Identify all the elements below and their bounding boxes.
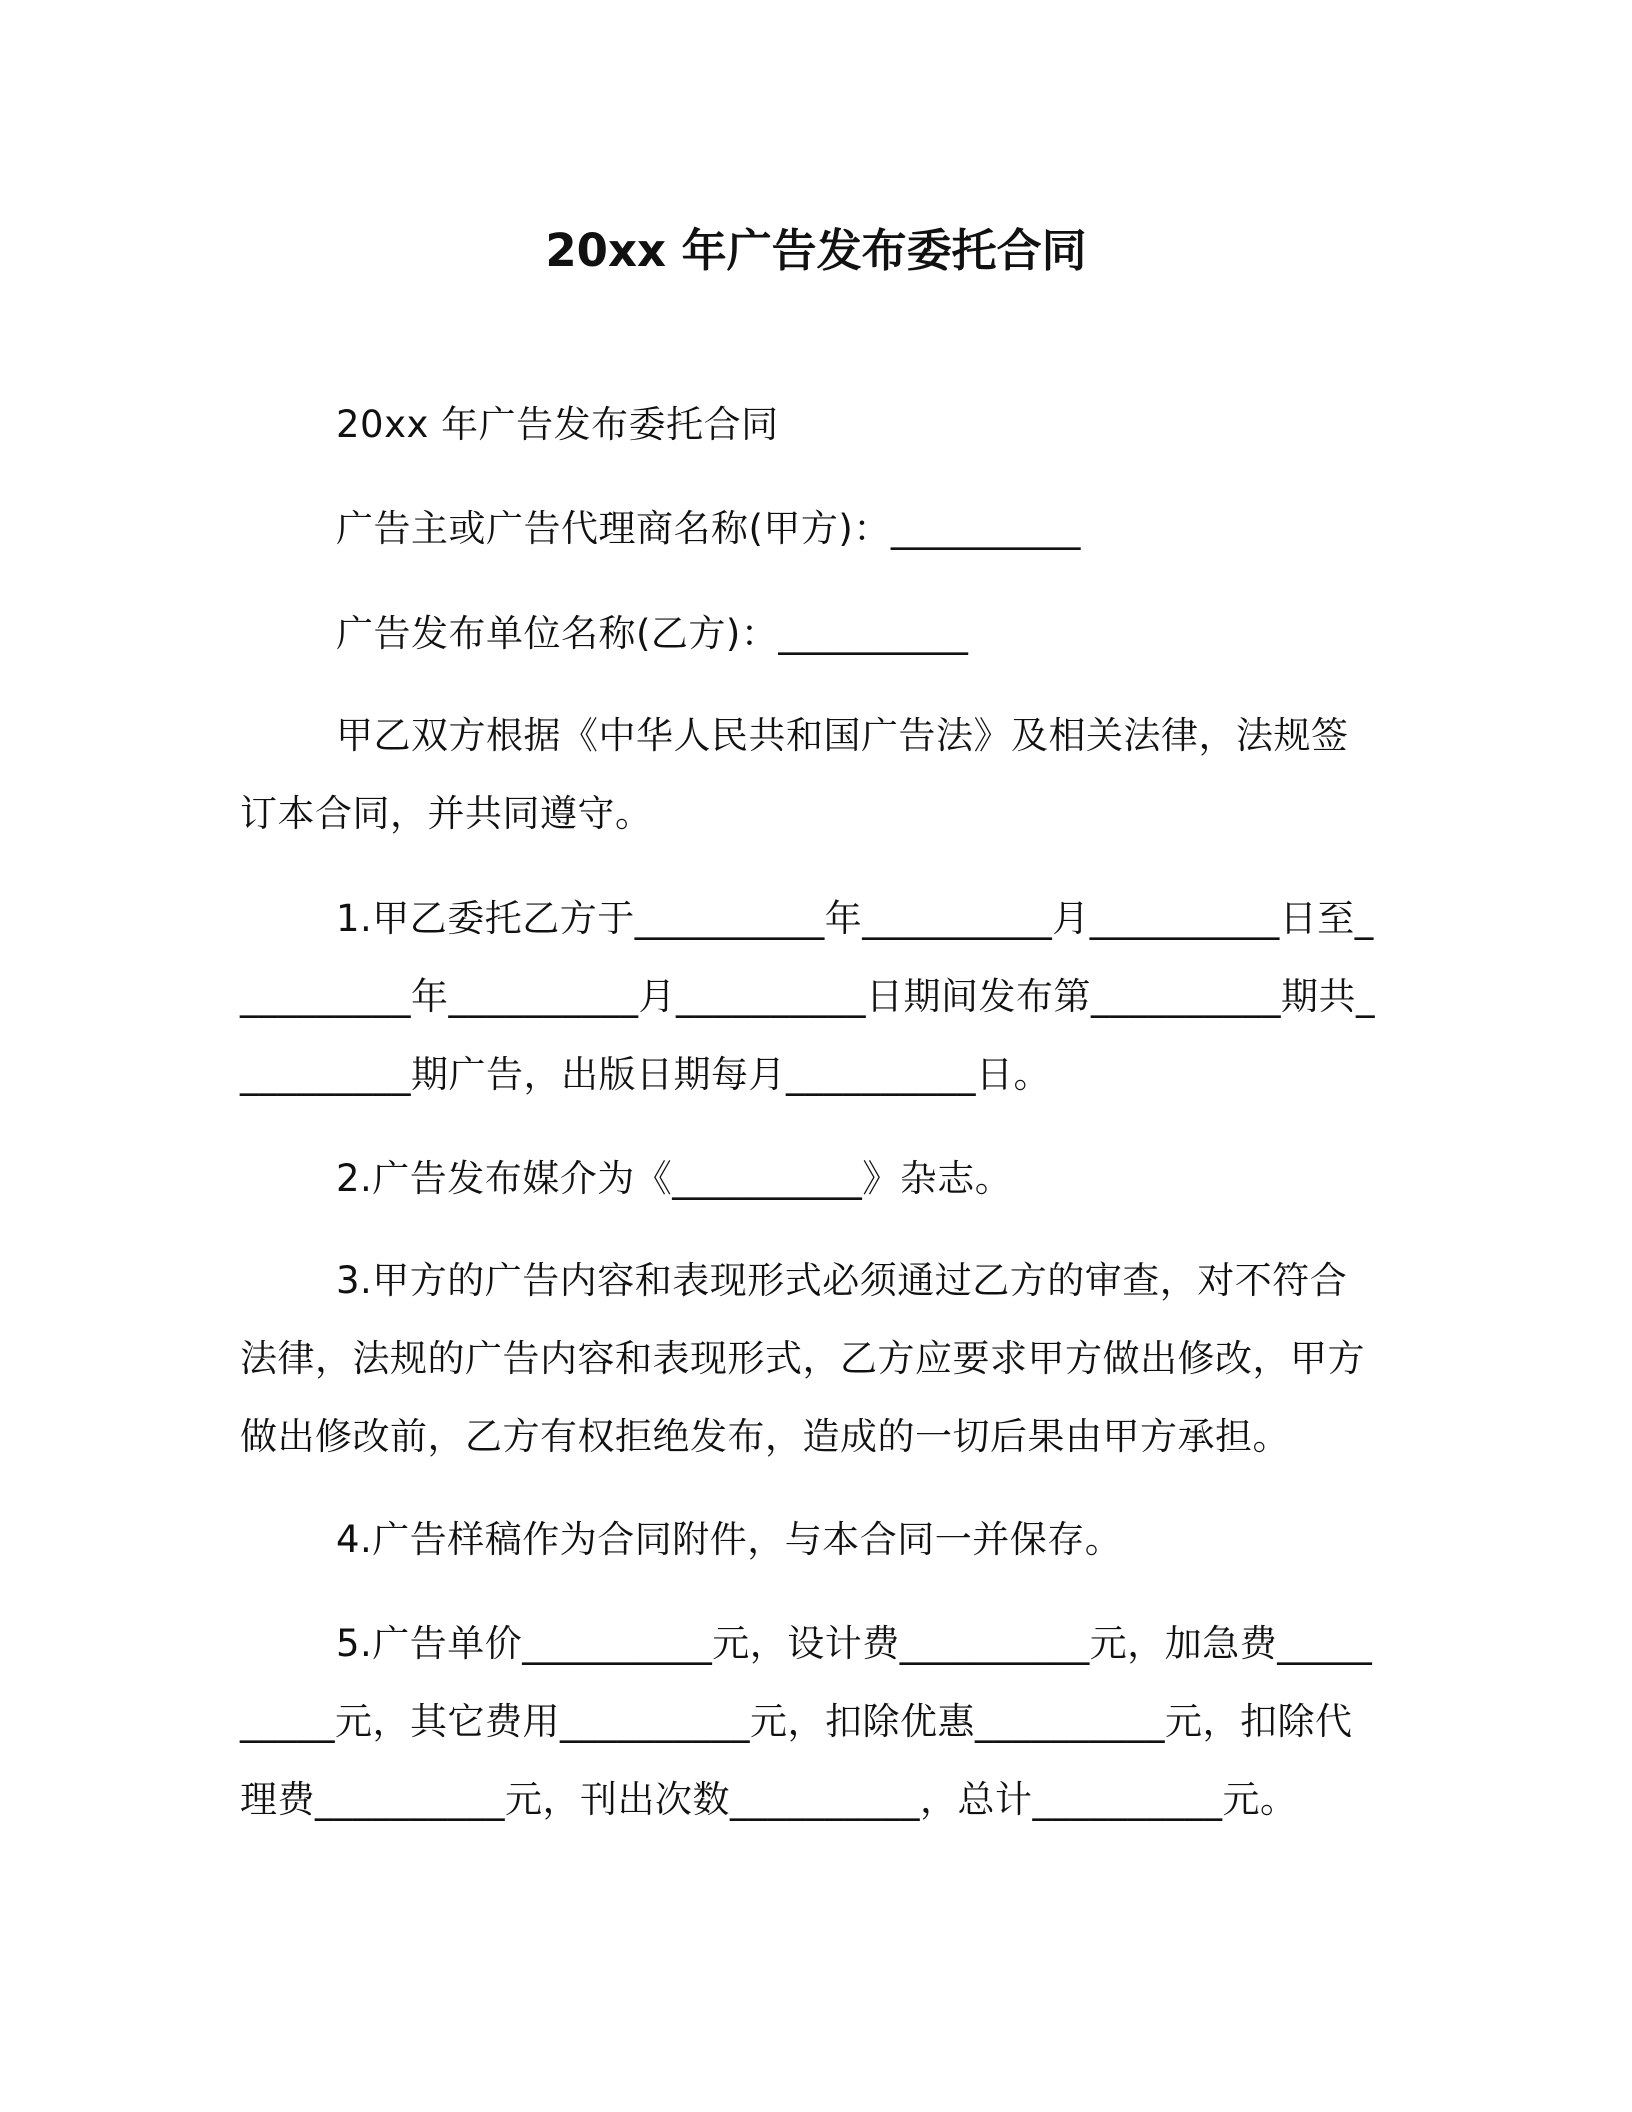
clause-2-paragraph: 2.广告发布媒介为《__________》杂志。 <box>336 1157 1013 1200</box>
clause-3-paragraph: 3.甲方的广告内容和表现形式必须通过乙方的审查，对不符合法律，法规的广告内容和表现形式，乙方应要求甲方做出修改，甲方做出修改前，乙方有权拒绝发布，造成的一切后果由甲方承担。 <box>240 1259 1365 1458</box>
clause-5-paragraph: 5.广告单价__________元，设计费__________元，加急费__________元，其它费用__________元，扣除优惠__________元，扣除代理费__________元，刊出次数__________，总计__________元。 <box>240 1622 1373 1821</box>
document-title: 20xx 年广告发布委托合同 <box>545 224 1087 277</box>
subtitle-paragraph: 20xx 年广告发布委托合同 <box>336 403 779 446</box>
preamble-paragraph: 甲乙双方根据《中华人民共和国广告法》及相关法律，法规签订本合同，并共同遵守。 <box>240 714 1349 835</box>
party-b-paragraph: 广告发布单位名称(乙方)：__________ <box>336 612 969 655</box>
clause-1-paragraph: 1.甲乙委托乙方于__________年__________月__________日至__________年__________月__________日期间发布第__________期共__________期广告，出版日期每月__________日。 <box>240 897 1375 1096</box>
party-a-paragraph: 广告主或广告代理商名称(甲方)：__________ <box>336 507 1081 550</box>
clause-4-paragraph: 4.广告样稿作为合同附件，与本合同一并保存。 <box>336 1518 1123 1561</box>
